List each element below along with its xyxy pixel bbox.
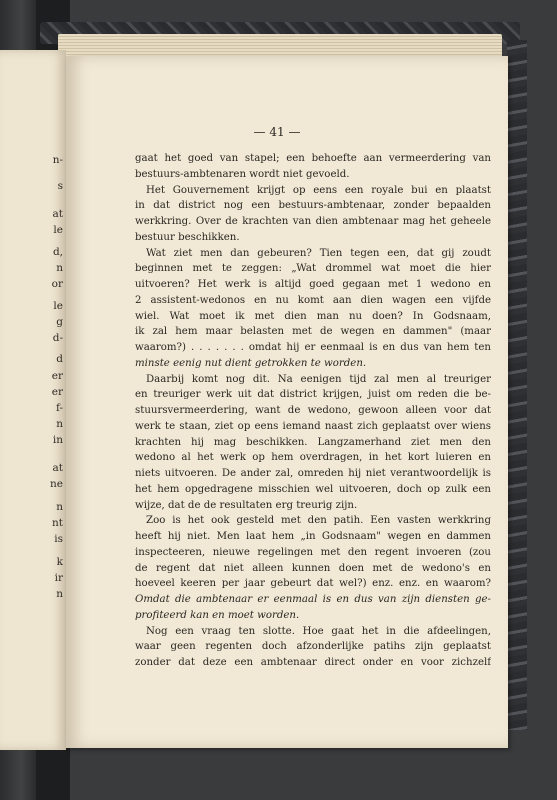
left-page-fragment: at [52, 462, 63, 474]
text-line: waarom?) . . . . . . . omdat hij er eenmaal is en dus van hem ten [135, 342, 491, 353]
left-page-fragment: n [56, 588, 63, 600]
left-page-fragment: is [54, 533, 63, 545]
text-line: niets uitvoeren. De ander zal, omreden hij niet verantwoordelijk is [135, 468, 491, 479]
text-line: wiel. Wat moet ik met dien man nu doen? In Godsnaam, [135, 310, 491, 322]
text-line: wijze, dat de de resultaten erg treurig zijn. [135, 499, 358, 511]
left-page-fragment: f- [55, 402, 63, 414]
left-page-fragment: n [56, 501, 63, 513]
text-line: bestuurs-ambtenaren wordt niet gevoeld. [135, 168, 350, 180]
left-page-fragment: n [56, 418, 63, 430]
left-page-fragment: d [56, 353, 63, 365]
left-page-fragment: le [53, 224, 63, 236]
text-line: het hem opgedragene misschien wel uitvoeren, doch op zulk een [135, 483, 491, 495]
text-line: Daarbij komt nog dit. Na eenigen tijd zal men al treuriger [146, 373, 491, 385]
left-page-fragment: n- [52, 154, 63, 166]
left-page-fragment: n [56, 262, 63, 274]
text-line: minste eenig nut dient getrokken te worden. [135, 357, 367, 369]
text-line: uitvoeren? Het werk is altijd goed gegaan met 1 wedono en [135, 279, 491, 290]
cover-right-edge [507, 40, 527, 730]
text-line: Het Gouvernement krijgt op eens een royale bui en plaatst [146, 184, 491, 196]
page-number: — 41 — [253, 125, 301, 139]
left-page-fragment: k [56, 556, 63, 568]
text-line: wedono al het werk op hem overdragen, in het kort luieren en [135, 452, 491, 464]
text-line: werk te staan, ziet op eens iemand naast zich geplaatst over wiens [135, 420, 491, 432]
left-page [0, 50, 66, 750]
text-line: in dat district nog een bestuurs-ambtenaar, zonder bepaalden [135, 200, 491, 212]
text-line: Nog een vraag ten slotte. Hoe gaat het in die afdeelingen, [146, 625, 491, 637]
body-text [135, 151, 491, 671]
text-line: hoeveel keeren per jaar gebeurt dat wel?) enz. enz. en waarom? [135, 578, 491, 590]
right-page [66, 56, 508, 748]
left-page-fragment: ne [50, 478, 63, 490]
left-page-fragment: g [56, 316, 63, 328]
left-page-fragment: s [57, 180, 63, 192]
text-line: beginnen met te zeggen: „Wat drommel wat moet die hier [135, 263, 491, 275]
text-line: werkkring. Over de krachten van dien ambtenaar mag het geheele [135, 216, 491, 227]
left-page-fragment: in [52, 434, 63, 446]
text-line: Omdat die ambtenaar er eenmaal is en dus van zijn diensten ge- [135, 594, 491, 605]
text-line: profiteerd kan en moet worden. [135, 609, 300, 621]
left-page-fragment: d- [52, 332, 63, 344]
text-line: inspecteeren, nieuwe regelingen met den regent invoeren (zou [135, 546, 491, 558]
text-line: stuursvermeerdering, want de wedono, gewoon alleen voor dat [135, 405, 491, 416]
text-line: heeft hij niet. Men laat hem „in Godsnaam" wegen en dammen [135, 531, 491, 542]
left-page-fragment: nt [52, 517, 63, 529]
left-page-fragment: d, [52, 246, 63, 258]
text-line: en treuriger werk uit dat district krijgen, juist om reden die be- [135, 389, 491, 401]
text-line: ik zal hem maar belasten met de wegen en dammen" (maar [135, 326, 491, 338]
text-line: de regent dat niet alleen kunnen doen met de wedono's en [135, 562, 491, 574]
text-line: Zoo is het ook gesteld met den patih. Een vasten werkkring [146, 515, 491, 527]
text-line: Wat ziet men dan gebeuren? Tien tegen een, dat gij zoudt [146, 247, 491, 259]
left-page-fragment: at [52, 208, 63, 220]
left-page-fragment: or [51, 278, 63, 290]
text-line: 2 assistent-wedonos en nu komt aan dien wagen een vijfde [135, 294, 491, 306]
text-line: waar geen regenten doch afzonderlijke patihs zijn geplaatst [135, 641, 491, 653]
left-page-fragment: er [51, 370, 63, 382]
text-line: bestuur beschikken. [135, 231, 240, 243]
left-page-fragment: er [51, 386, 63, 398]
left-page-fragment: le [53, 300, 63, 312]
text-line: krachten hij mag beschikken. Langzamerhand ziet men den [135, 436, 491, 448]
text-line: zonder dat deze een ambtenaar direct onder en voor zichzelf [135, 657, 491, 668]
text-line: gaat het goed van stapel; een behoefte aan vermeerdering van [135, 153, 491, 164]
left-page-fragment: ir [54, 572, 63, 584]
